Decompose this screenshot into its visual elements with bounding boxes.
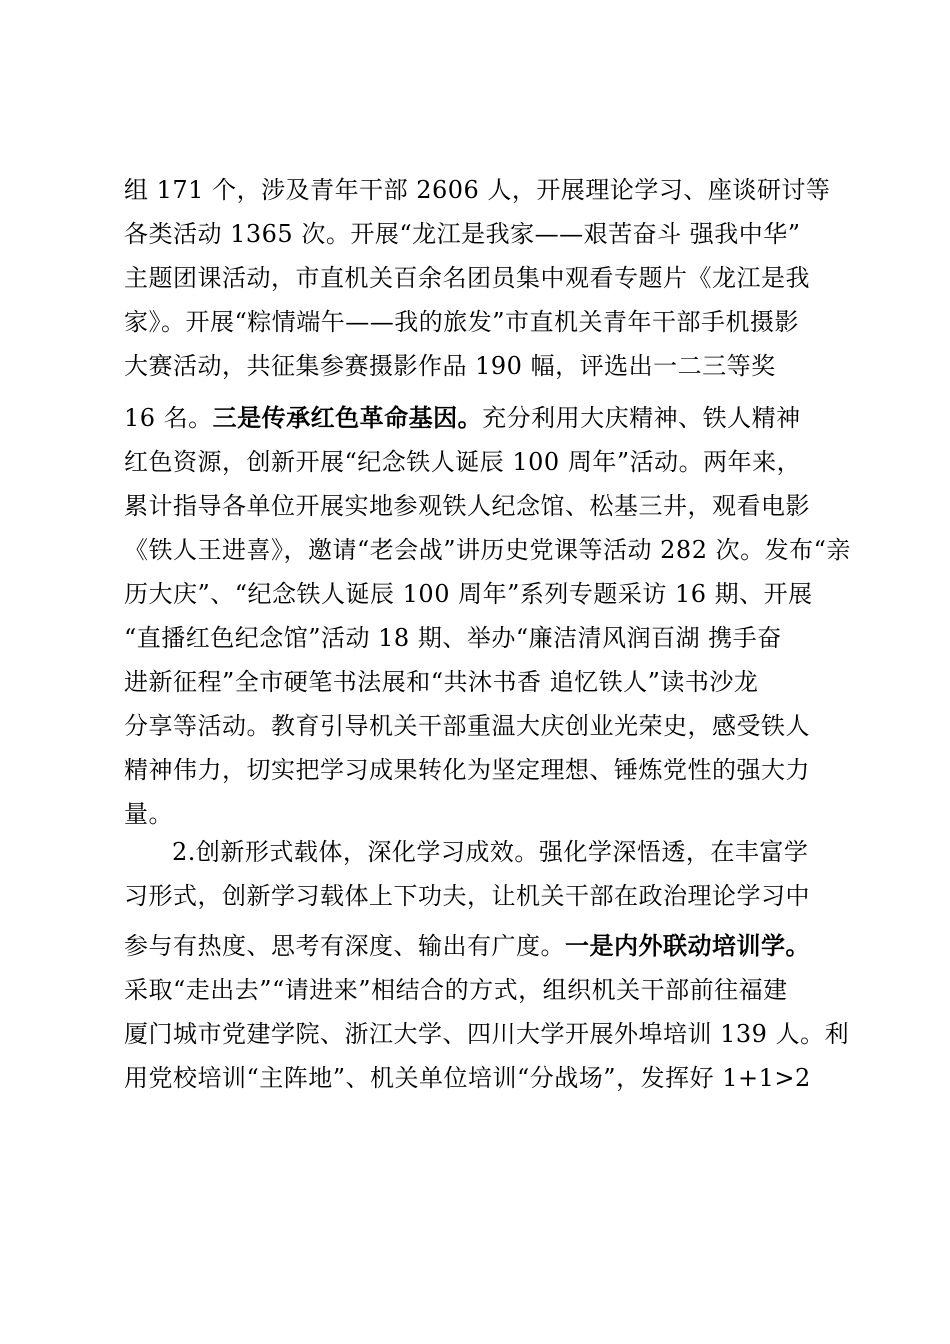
text-line: 《铁人王进喜》，邀请“老会战”讲历史党课等活动 282 次。发布“亲 bbox=[124, 536, 851, 564]
text-line: 精神伟力，切实把学习成果转化为坚定理想、锤炼党性的强大力 bbox=[124, 756, 810, 784]
text-line: 累计指导各单位开展实地参观铁人纪念馆、松基三井，观看电影 bbox=[124, 492, 810, 520]
text-line: 习形式，创新学习载体上下功夫，让机关干部在政治理论学习中 bbox=[124, 882, 810, 910]
text-run: 充分利用大庆精神、铁人精神 bbox=[482, 404, 801, 432]
text-line: 采取“走出去”“请进来”相结合的方式，组织机关干部前往福建 bbox=[124, 976, 788, 1004]
text-line: 进新征程”全市硬笔书法展和“共沐书香 追忆铁人”读书沙龙 bbox=[124, 668, 759, 696]
paragraph-continued bbox=[124, 170, 836, 382]
text-line: 2.创新形式载体，深化学习成效。强化学深悟透，在丰富学 bbox=[172, 838, 809, 866]
paragraph-innovation bbox=[124, 832, 850, 1094]
text-line: 组 171 个，涉及青年干部 2606 人，开展理论学习、座谈研讨等 bbox=[124, 176, 831, 204]
paragraph-red-gene bbox=[124, 398, 851, 830]
text-line: 各类活动 1365 次。开展“龙江是我家——艰苦奋斗 强我中华” bbox=[124, 220, 801, 248]
text-line: 厦门城市党建学院、浙江大学、四川大学开展外埠培训 139 人。利 bbox=[124, 1020, 850, 1048]
text-line: 主题团课活动，市直机关百余名团员集中观看专题片《龙江是我 bbox=[124, 264, 810, 292]
text-line bbox=[124, 926, 836, 962]
text-line: “直播红色纪念馆”活动 18 期、举办“廉洁清风润百湖 携手奋 bbox=[124, 624, 782, 652]
text-run: 16 名。 bbox=[124, 404, 213, 432]
text-line: 量。 bbox=[124, 800, 173, 828]
text-line: 用党校培训“主阵地”、机关单位培训“分战场”，发挥好 1+1>2 bbox=[124, 1064, 811, 1092]
text-line: 家》。开展“粽情端午——我的旅发”市直机关青年干部手机摄影 bbox=[124, 308, 800, 336]
text-line: 分享等活动。教育引导机关干部重温大庆创业光荣史，感受铁人 bbox=[124, 712, 810, 740]
bold-heading: 一是内外联动培训学。 bbox=[565, 932, 810, 960]
text-line: 红色资源，创新开展“纪念铁人诞辰 100 周年”活动。两年来， bbox=[124, 448, 802, 476]
text-line bbox=[124, 398, 836, 434]
text-line: 大赛活动，共征集参赛摄影作品 190 幅，评选出一二三等奖 bbox=[124, 352, 776, 380]
text-line: 历大庆”、“纪念铁人诞辰 100 周年”系列专题采访 16 期、开展 bbox=[124, 580, 813, 608]
text-run: 参与有热度、思考有深度、输出有广度。 bbox=[124, 932, 565, 960]
bold-heading: 三是传承红色革命基因。 bbox=[212, 404, 483, 432]
